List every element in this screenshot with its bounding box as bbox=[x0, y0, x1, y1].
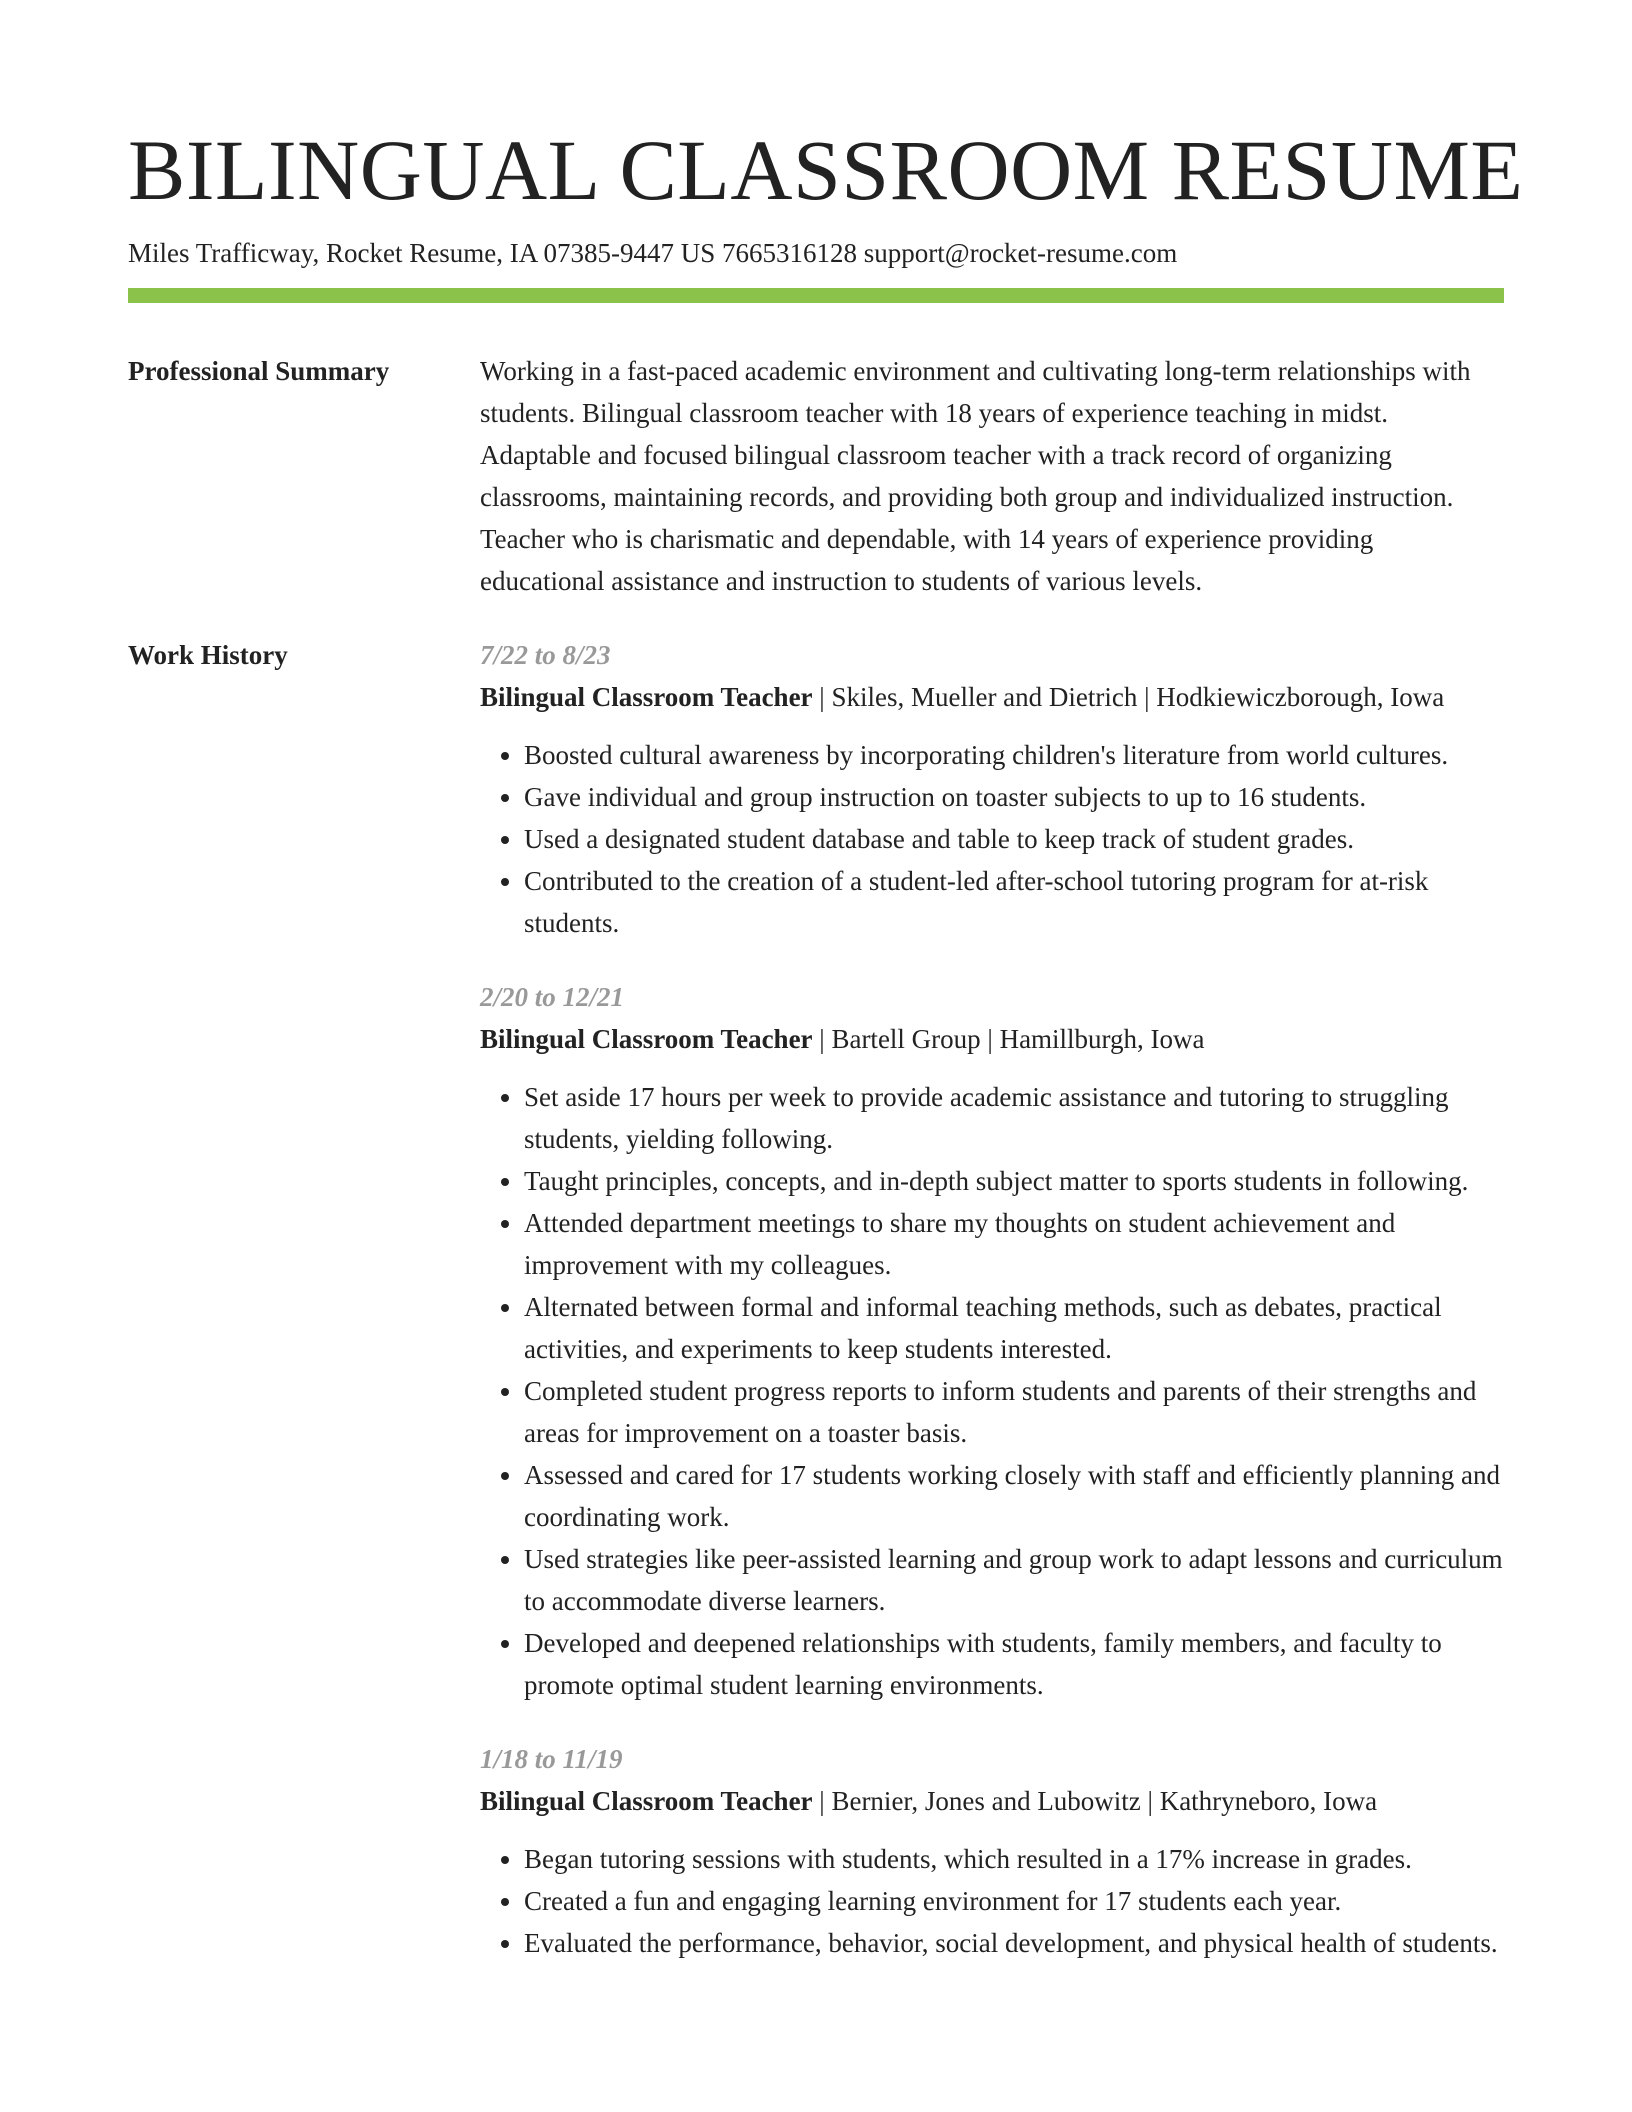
job-dates: 1/18 to 11/19 bbox=[480, 1744, 623, 1774]
section-label-work-history: Work History bbox=[128, 640, 288, 670]
job-bullet-list bbox=[480, 1838, 1504, 1964]
job-bullet: • Began tutoring sessions with students, which resulted in a 17% increase in grades. bbox=[524, 1838, 1504, 1880]
summary-text: Working in a fast-paced academic environment and cultivating long-term relationships with students. Bilingual classroom teacher with 18 years of experience teaching in midst. Adaptable and focused bilingual classroom teacher with a track record of organizing classrooms, maintaining records, and providing both group and individualized instruction. Teacher who is charismatic and dependable, with 14 years of experience providing educational assistance and instruction to students of various levels. bbox=[480, 356, 1471, 596]
job-bullet: • Gave individual and group instruction on toaster subjects to up to 16 students. bbox=[524, 776, 1504, 818]
job-heading bbox=[480, 676, 1504, 718]
job-bullet: • Boosted cultural awareness by incorporating children's literature from world cultures. bbox=[524, 734, 1504, 776]
job-entry bbox=[480, 1738, 1504, 1964]
job-bullet: • Contributed to the creation of a student-led after-school tutoring program for at-risk students. bbox=[524, 860, 1504, 944]
resume-page bbox=[128, 0, 1524, 1996]
job-bullet: • Developed and deepened relationships with students, family members, and faculty to promote optimal student learning environments. bbox=[524, 1622, 1504, 1706]
job-title: Bilingual Classroom Teacher bbox=[480, 682, 813, 712]
summary-body bbox=[480, 350, 1504, 602]
job-bullet: • Taught principles, concepts, and in-depth subject matter to sports students in following. bbox=[524, 1160, 1504, 1202]
section-label-summary: Professional Summary bbox=[128, 356, 390, 386]
job-title: Bilingual Classroom Teacher bbox=[480, 1024, 813, 1054]
job-bullet: • Used a designated student database and table to keep track of student grades. bbox=[524, 818, 1504, 860]
job-heading bbox=[480, 1018, 1504, 1060]
resume-title: BILINGUAL CLASSROOM RESUME bbox=[128, 122, 1524, 218]
job-entry bbox=[480, 976, 1504, 1706]
job-bullet-list bbox=[480, 1076, 1504, 1706]
job-bullet: • Set aside 17 hours per week to provide academic assistance and tutoring to struggling students, yielding following. bbox=[524, 1076, 1504, 1160]
job-dates: 2/20 to 12/21 bbox=[480, 982, 625, 1012]
work-history-section bbox=[128, 634, 1504, 1996]
job-bullet: • Alternated between formal and informal teaching methods, such as debates, practical activities, and experiments to keep students interested. bbox=[524, 1286, 1504, 1370]
job-bullet-list bbox=[480, 734, 1504, 944]
professional-summary-section bbox=[128, 350, 1504, 602]
job-title: Bilingual Classroom Teacher bbox=[480, 1786, 813, 1816]
job-entry bbox=[480, 634, 1504, 944]
accent-divider bbox=[128, 288, 1504, 303]
job-bullet: • Completed student progress reports to inform students and parents of their strengths and areas for improvement on a toaster basis. bbox=[524, 1370, 1504, 1454]
job-bullet: • Attended department meetings to share my thoughts on student achievement and improvement with my colleagues. bbox=[524, 1202, 1504, 1286]
job-heading bbox=[480, 1780, 1504, 1822]
job-details: | Bernier, Jones and Lubowitz | Kathryneboro, Iowa bbox=[812, 1786, 1378, 1816]
work-history-body bbox=[480, 634, 1504, 1996]
contact-line: Miles Trafficway, Rocket Resume, IA 07385-9447 US 7665316128 support@rocket-resume.com bbox=[128, 238, 1178, 268]
job-bullet: • Used strategies like peer-assisted learning and group work to adapt lessons and curriculum to accommodate diverse learners. bbox=[524, 1538, 1504, 1622]
job-bullet: • Evaluated the performance, behavior, social development, and physical health of students. bbox=[524, 1922, 1504, 1964]
job-bullet: • Created a fun and engaging learning environment for 17 students each year. bbox=[524, 1880, 1504, 1922]
job-bullet: • Assessed and cared for 17 students working closely with staff and efficiently planning and coordinating work. bbox=[524, 1454, 1504, 1538]
job-details: | Skiles, Mueller and Dietrich | Hodkiewiczborough, Iowa bbox=[812, 682, 1445, 712]
job-dates: 7/22 to 8/23 bbox=[480, 640, 611, 670]
job-details: | Bartell Group | Hamillburgh, Iowa bbox=[812, 1024, 1205, 1054]
